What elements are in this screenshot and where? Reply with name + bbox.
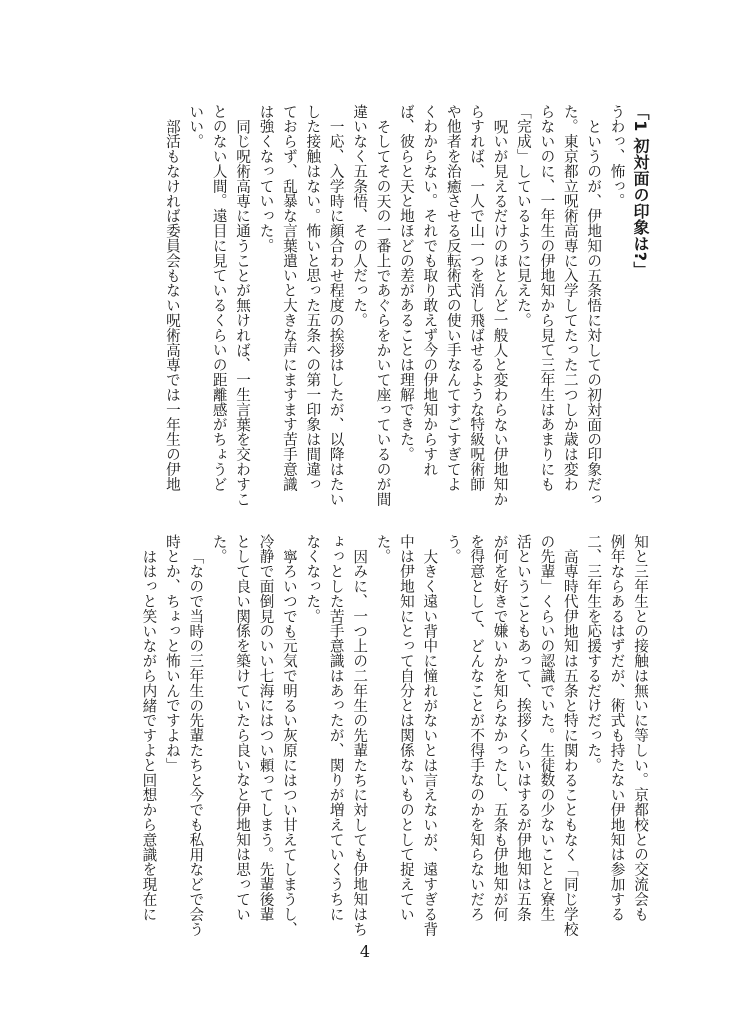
paragraph: 「なので当時の三年生の先輩たちと今でも私用などで会う時とか、ちょっと怖いんですよね」 — [163, 534, 205, 936]
paragraph: 因みに、一つ上の二年生の先輩たちに対しても伊地知はちょっとした苦手意識はあったが、関りが増えていくうちになくなった。 — [304, 534, 369, 936]
paragraph: 大きく遠い背中に憧れがないとは言えないが、遠すぎる背中は伊地知にとって自分とは関係ないものとして捉えていた。 — [374, 534, 439, 936]
paragraph: うわっ、怖っ。 — [608, 104, 626, 209]
paragraph: 呪いが見えるだけのほとんど一般人と変わらない伊地知からすれば、一人で山一つを消し飛ばせるような特級呪術師や他者を治癒させる反転術式の使い手なんてすごすぎてよくわからない。それでも取り敢えず今の伊地知からすれば、彼らと天と地ほどの差があることは理解できた。 — [397, 104, 509, 506]
paragraph: ははっと笑いながら内緒ですよと回想から意識を現在に — [140, 548, 158, 922]
paragraph: そしてその天の一番上であぐらをかいて座っているのが間違いなく五条悟、その人だった。 — [351, 104, 392, 506]
text-block-bottom — [92, 534, 652, 936]
text-block-top — [92, 104, 652, 506]
paragraph: 寧ろいつでも元気で明るい灰原にはつい甘えてしまうし、冷静で面倒見のいい七海にはつい頼ってしまう。先輩後輩として良い関係を築けていたら良いなと伊地知は思っていた。 — [210, 534, 298, 936]
paragraph: 同じ呪術高専に通うことが無ければ、一生言葉を交わすことのない人間。遠目に見ているくらいの距離感がちょうどいい。 — [187, 104, 252, 506]
paragraph: というのが、伊地知の五条悟に対しての初対面の印象だった。東京都立呪術高専に入学してたった二つしか歳は変わらないのに、一年生の伊地知から見て三年生はあまりにも「完成」しているように見えた。 — [514, 104, 603, 506]
section-heading: 「1 初対面の印象は?」 — [631, 104, 650, 278]
paragraph: 部活もなければ委員会もない呪術高専では一年生の伊地 — [163, 118, 181, 492]
paragraph: 一応、入学時に顔合わせ程度の挨拶はしたが、以降はたいした接触はない。怖いと思った五条への第一印象は間違っておらず、乱暴な言葉遣いと大きな声にますます苦手意識は強くなっていった。 — [257, 104, 345, 506]
paragraph: 高専時代伊地知は五条と特に関わることもなく「同じ学校の先輩」くらいの認識でいた。生徒数の少ないことと寮生活ということもあって、挨拶くらいはするが伊地知は五条が何を好きで嫌いかを知らなかったし、五条も伊地知が何を得意として、どんなことが不得手なのかを知らないだろう。 — [444, 534, 579, 936]
page-number: 4 — [359, 942, 371, 961]
paragraph: 知と三年生との接触は無いに等しい。京都校との交流会も例年ならあるはずだが、術式も持たない伊地知は参加する二、三年生を応援するだけだった。 — [585, 534, 649, 922]
